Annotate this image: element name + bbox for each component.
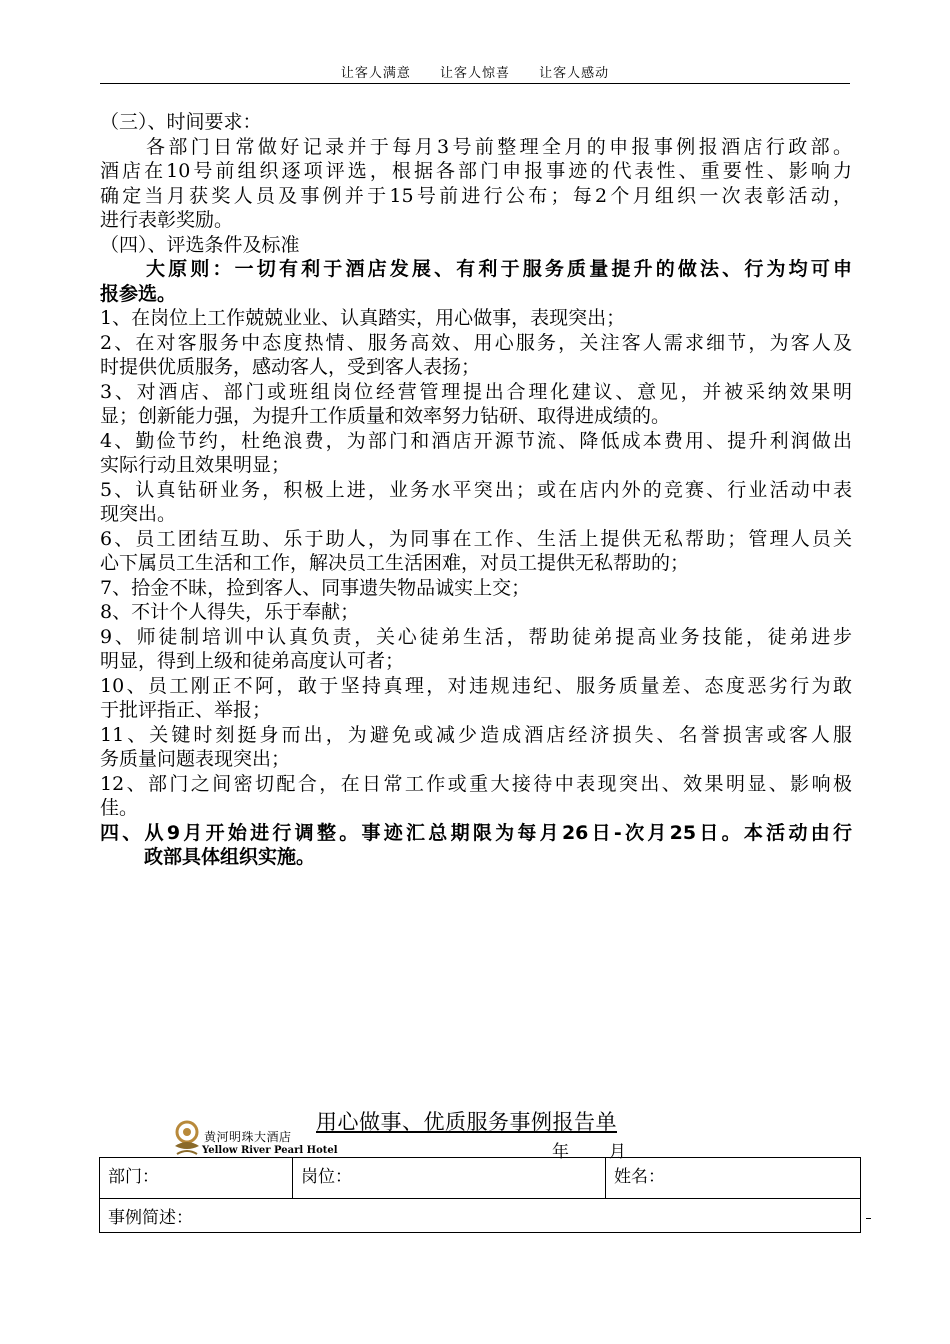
criterion-item: 实际行动且效果明显； [100,454,291,476]
summary-label: 事例简述： [108,1208,193,1228]
name-label: 姓名： [614,1167,665,1187]
header-divider [100,83,850,84]
paragraph-line: 酒店在10号前组织逐项评选，根据各部门申报事迹的代表性、重要性、影响力 [100,160,852,182]
dept-label: 部门： [108,1167,159,1187]
paragraph-line: 确定当月获奖人员及事例并于15号前进行公布；每2个月组织一次表彰活动， [100,184,852,207]
month-label: 月 [609,1142,626,1162]
criterion-item: 2、在对客服务中态度热情、服务高效、用心服务，关注客人需求细节，为客人及 [100,331,852,354]
form-header-row [100,1158,861,1199]
slogan-2: 让客人惊喜 [439,66,510,81]
form-summary-row [100,1199,861,1233]
form-title: 用心做事、优质服务事例报告单 [316,1110,617,1134]
section-heading-time: （三）、时间要求： [100,111,262,133]
logo-en-text: Yellow River Pearl Hotel [202,1145,338,1156]
position-label: 岗位： [301,1167,352,1187]
criterion-item: 12、部门之间密切配合，在日常工作或重大接待中表现突出、效果明显、影响极 [100,772,852,795]
document-body [100,110,852,870]
section-four-line: 政部具体组织实施。 [144,846,316,868]
criterion-item: 于批评指正、举报； [100,699,272,721]
criterion-item: 显；创新能力强，为提升工作质量和效率努力钻研、取得进成绩的。 [100,405,671,427]
criterion-item: 现突出。 [100,503,177,525]
criterion-item: 心下属员工生活和工作，解决员工生活困难，对员工提供无私帮助的； [100,552,690,574]
margin-mark [866,1218,871,1219]
criterion-item: 4、勤俭节约，杜绝浪费，为部门和酒店开源节流、降低成本费用、提升利润做出 [100,429,852,452]
dept-cell[interactable] [100,1158,293,1199]
position-cell[interactable] [293,1158,606,1199]
year-label: 年 [552,1142,569,1162]
summary-cell[interactable] [100,1199,861,1233]
criterion-item: 时提供优质服务，感动客人，受到客人表扬； [100,356,481,378]
criterion-item: 佳。 [100,797,139,819]
paragraph-line: 各部门日常做好记录并于每月3号前整理全月的申报事例报酒店行政部。 [146,135,852,158]
paragraph-line: 进行表彰奖励。 [100,209,234,231]
criterion-item: 9、师徒制培训中认真负责，关心徒弟生活，帮助徒弟提高业务技能，徒弟进步 [100,625,852,648]
criterion-item: 11、关键时刻挺身而出，为避免或减少造成酒店经济损失、名誉损害或客人服 [100,723,852,746]
criterion-item: 8、不计个人得失，乐于奉献； [100,601,360,623]
principle-line: 大原则：一切有利于酒店发展、有利于服务质量提升的做法、行为均可申 [146,258,852,280]
criterion-item: 务质量问题表现突出； [100,748,291,770]
section-heading-criteria: （四）、评选条件及标准 [100,233,300,256]
pearl-logo-icon [172,1118,202,1162]
criterion-item: 明显，得到上级和徒弟高度认可者； [100,650,405,672]
header-slogan [100,62,850,82]
criterion-item: 10、员工刚正不阿，敢于坚持真理，对违规违纪、服务质量差、态度恶劣行为敢 [100,674,852,697]
logo-cn-text: 黄河明珠大酒店 [204,1130,292,1144]
slogan-3: 让客人感动 [539,66,610,81]
principle-line: 报参选。 [100,282,177,305]
slogan-1: 让客人满意 [340,66,411,81]
criterion-item: 1、在岗位上工作兢兢业业、认真踏实，用心做事，表现突出； [100,307,626,329]
name-cell[interactable] [606,1158,861,1199]
report-form-table [99,1157,861,1233]
section-four-line: 四、从9月开始进行调整。事迹汇总期限为每月26日-次月25日。本活动由行 [100,821,852,844]
criterion-item: 6、员工团结互助、乐于助人，为同事在工作、生活上提供无私帮助；管理人员关 [100,527,852,550]
criterion-item: 3、对酒店、部门或班组岗位经营管理提出合理化建议、意见，并被采纳效果明 [100,380,852,403]
criterion-item: 5、认真钻研业务，积极上进，业务水平突出；或在店内外的竞赛、行业活动中表 [100,478,852,501]
criterion-item: 7、拾金不昧，捡到客人、同事遗失物品诚实上交； [100,576,531,599]
